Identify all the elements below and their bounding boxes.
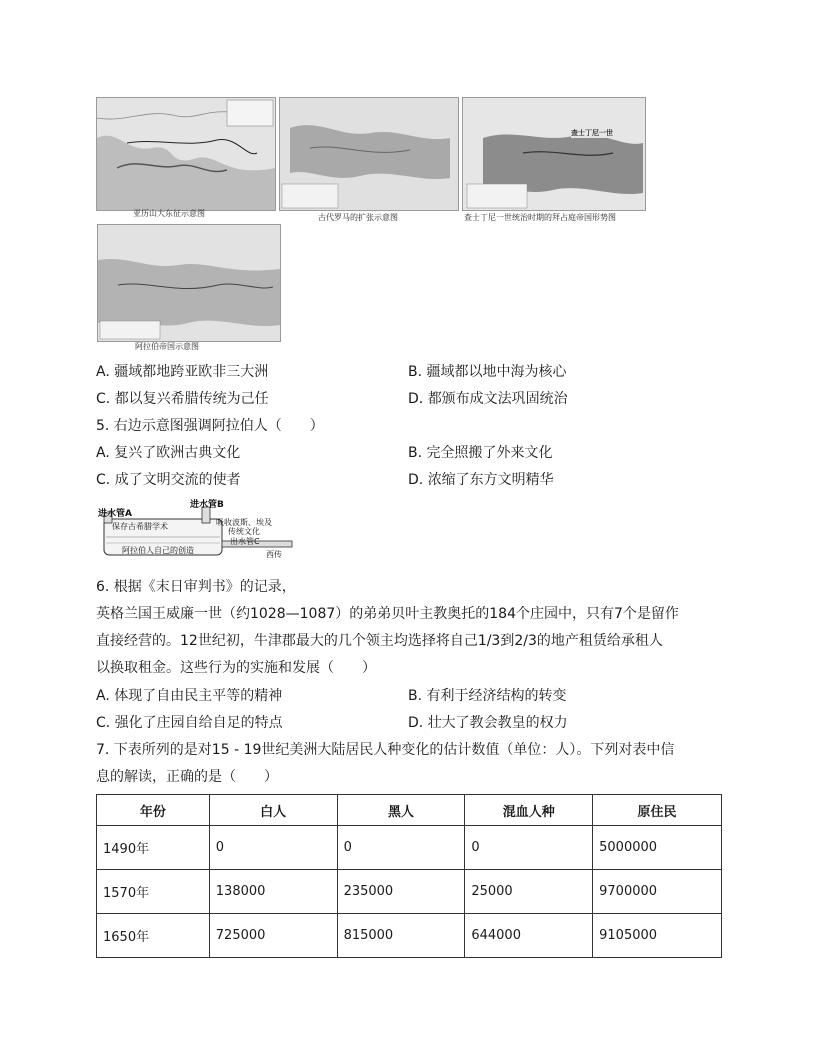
q6-line-4: 以换取租金。这些行为的实施和发展（ ） [96,660,376,676]
option-text: 有利于经济结构的转变 [426,688,567,704]
inlet-a-label: 进水管A [98,509,132,519]
table-cell: 9105000 [593,914,722,958]
absorb-label: 吸收波斯、埃及 [216,518,272,527]
option-text: 成了文明交流的使者 [114,472,241,488]
option-letter: B. [408,445,423,461]
table-row [97,870,722,914]
map-alexander-graphic [97,98,275,210]
header-year: 年份 [97,795,210,826]
q6-line-1: 6. 根据《末日审判书》的记录， [96,579,296,595]
option-text: 疆域都地跨亚欧非三大洲 [114,364,269,380]
option-letter: A. [96,364,110,380]
pool-label: 阿拉伯人自己的创造 [122,546,194,555]
map-byzantine [462,97,646,211]
option-text: 完全照搬了外来文化 [426,445,553,461]
map-rome [279,97,459,211]
map-byzantine-badge: 查士丁尼一世 [571,129,613,137]
map-arab-caption: 阿拉伯帝国示意图 [135,342,199,351]
table-cell: 0 [337,826,465,870]
table-cell: 644000 [465,914,593,958]
table-cell: 0 [465,826,593,870]
absorb-label-2: 传统文化 [228,527,260,536]
population-table [96,794,722,958]
option-letter: D. [408,391,424,407]
option-text: 壮大了教会教皇的权力 [427,715,568,731]
q6-option-c [96,713,283,733]
keep-greek-label: 保存古希腊学术 [112,522,168,531]
option-letter: C. [96,391,111,407]
map-byzantine-caption: 查士丁尼一世统治时期的拜占庭帝国形势图 [464,213,616,222]
table-cell: 235000 [337,870,465,914]
table-cell: 725000 [209,914,337,958]
option-letter: B. [408,364,423,380]
q4-option-c [96,389,269,409]
header-white: 白人 [209,795,337,826]
q5-stem: 5. 右边示意图强调阿拉伯人（ ） [96,418,324,434]
pool-diagram [96,497,296,563]
q5-option-c [96,470,241,490]
header-mixed: 混血人种 [465,795,593,826]
q5-option-a [96,443,240,463]
map-alexander-caption: 亚历山大东征示意图 [133,209,205,218]
table-cell: 1650年 [97,914,210,958]
q4-option-b [408,362,567,382]
q7-line-1: 7. 下表所列的是对15 - 19世纪美洲大陆居民人种变化的估计数值（单位：人）。下列对表中信 [96,742,675,758]
table-cell: 5000000 [593,826,722,870]
q6-option-b [408,686,567,706]
option-letter: D. [408,715,424,731]
option-text: 都以复兴希腊传统为己任 [114,391,269,407]
table-cell: 25000 [465,870,593,914]
outlet-c-label: 出水管C [230,537,260,546]
table-header-row [97,795,722,826]
table-cell: 815000 [337,914,465,958]
option-letter: C. [96,472,111,488]
map-rome-graphic [280,98,458,210]
q4-option-a [96,362,268,382]
table-cell: 0 [209,826,337,870]
option-letter: A. [96,688,110,704]
option-letter: C. [96,715,111,731]
map-rome-caption: 古代罗马的扩张示意图 [318,213,398,222]
header-native: 原住民 [593,795,722,826]
map-alexander [96,97,276,211]
option-letter: A. [96,445,110,461]
q6-line-2: 英格兰国王威廉一世（约1028—1087）的弟弟贝叶主教奥托的184个庄园中，只有7个是留作 [96,606,679,622]
table-row [97,914,722,958]
inlet-b-label: 进水管B [190,500,224,510]
spread-west-label: 西传 [266,550,282,559]
q5-option-b [408,443,553,463]
table-cell: 9700000 [593,870,722,914]
q7-line-2: 息的解读，正确的是（ ） [96,769,278,785]
q6-option-a [96,686,282,706]
q4-option-d [408,389,568,409]
table-row [97,826,722,870]
table-cell: 1570年 [97,870,210,914]
table-cell: 138000 [209,870,337,914]
map-arab-graphic [98,225,280,341]
header-black: 黑人 [337,795,465,826]
q6-line-3: 直接经营的。12世纪初，牛津郡最大的几个领主均选择将自己1/3到2/3的地产租赁给承租人 [96,633,663,649]
option-letter: B. [408,688,423,704]
option-text: 强化了庄园自给自足的特点 [114,715,283,731]
option-text: 复兴了欧洲古典文化 [114,445,241,461]
map-arab [97,224,281,342]
option-letter: D. [408,472,424,488]
option-text: 疆域都以地中海为核心 [426,364,567,380]
option-text: 浓缩了东方文明精华 [427,472,554,488]
option-text: 都颁布成文法巩固统治 [427,391,568,407]
option-text: 体现了自由民主平等的精神 [114,688,283,704]
q6-option-d [408,713,568,733]
map-byzantine-graphic [463,98,645,210]
table-cell: 1490年 [97,826,210,870]
q5-option-d [408,470,554,490]
